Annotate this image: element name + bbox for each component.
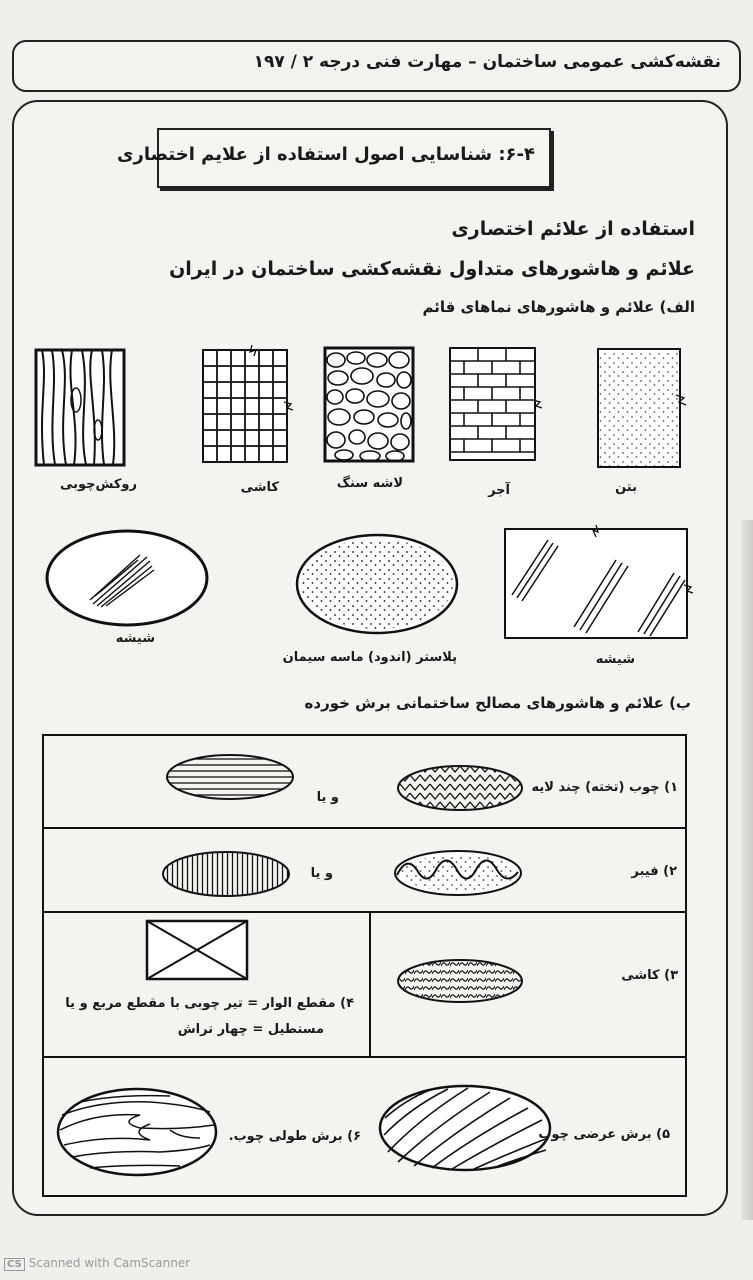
- wood-longitudinal-section-symbol: [58, 1089, 216, 1175]
- label-tile: کاشی: [240, 480, 279, 495]
- label-brick: آجر: [488, 483, 510, 498]
- scanner-watermark: [4, 1256, 190, 1271]
- scanner-badge: CS: [4, 1258, 25, 1271]
- row4-label-line2: مستطیل = چهار تراش: [177, 1022, 324, 1037]
- row2-label: ۲) فیبر: [631, 864, 677, 879]
- veneer-swatch: [36, 350, 124, 465]
- brick-swatch: [450, 348, 542, 460]
- fiberboard-alt-symbol: [163, 852, 289, 896]
- row3-label: ۳) کاشی: [621, 968, 678, 983]
- row1-alt-label: و یا: [316, 790, 339, 805]
- label-plaster: پلاستر (اندود) ماسه سیمان: [282, 650, 457, 665]
- heading-part-b: ب) علائم و هاشورهای مصالح ساختمانی برش خورده: [304, 694, 691, 712]
- page-gutter-shadow: [741, 520, 753, 1220]
- label-rubble: لاشه سنگ: [336, 476, 403, 491]
- concrete-swatch: [598, 349, 686, 467]
- rubble-stone-swatch: [325, 348, 413, 461]
- row2-alt-label: و یا: [310, 866, 333, 881]
- timber-beam-symbol: [147, 921, 247, 979]
- heading-usage: استفاده از علائم اختصاری: [451, 218, 695, 240]
- label-glass-large: شیشه: [595, 652, 635, 667]
- section-title: ۶-۴: شناسایی اصول استفاده از علایم اختصاری: [117, 144, 535, 165]
- wood-cross-section-symbol: [380, 1086, 550, 1170]
- row1-label: ۱) چوب (تخته) چند لایه: [531, 780, 678, 795]
- page-header-text: نقشه‌کشی عمومی ساختمان – مهارت فنی درجه ۲ / ۱۹۷: [253, 52, 721, 72]
- row4-label-line1: ۴) مقطع الوار = تیر چوبی با مقطع مربع و یا: [65, 996, 354, 1011]
- row5-label: ۵) برش عرضی چوب: [538, 1127, 670, 1142]
- plaster-swatch: [297, 535, 457, 633]
- tile-section-symbol: [398, 960, 522, 1002]
- label-glass-small: شیشه: [115, 631, 155, 646]
- label-concrete: بتن: [615, 480, 637, 495]
- plywood-alt-symbol: [167, 755, 293, 799]
- glass-rect-swatch: [505, 525, 693, 638]
- glass-ellipse-swatch: [47, 531, 207, 625]
- heading-part-a: الف) علائم و هاشورهای نماهای قائم: [422, 298, 695, 316]
- row6-label: ۶) برش طولی چوب.: [228, 1129, 361, 1144]
- label-veneer: روکش‌چوبی: [59, 477, 137, 492]
- heading-symbols: علائم و هاشورهای متداول نقشه‌کشی ساختمان در ایران: [169, 258, 695, 280]
- plywood-section-symbol: [398, 766, 522, 810]
- fiberboard-section-symbol: [395, 851, 521, 895]
- tile-swatch: [203, 345, 293, 462]
- scanner-text: Scanned with CamScanner: [28, 1256, 191, 1270]
